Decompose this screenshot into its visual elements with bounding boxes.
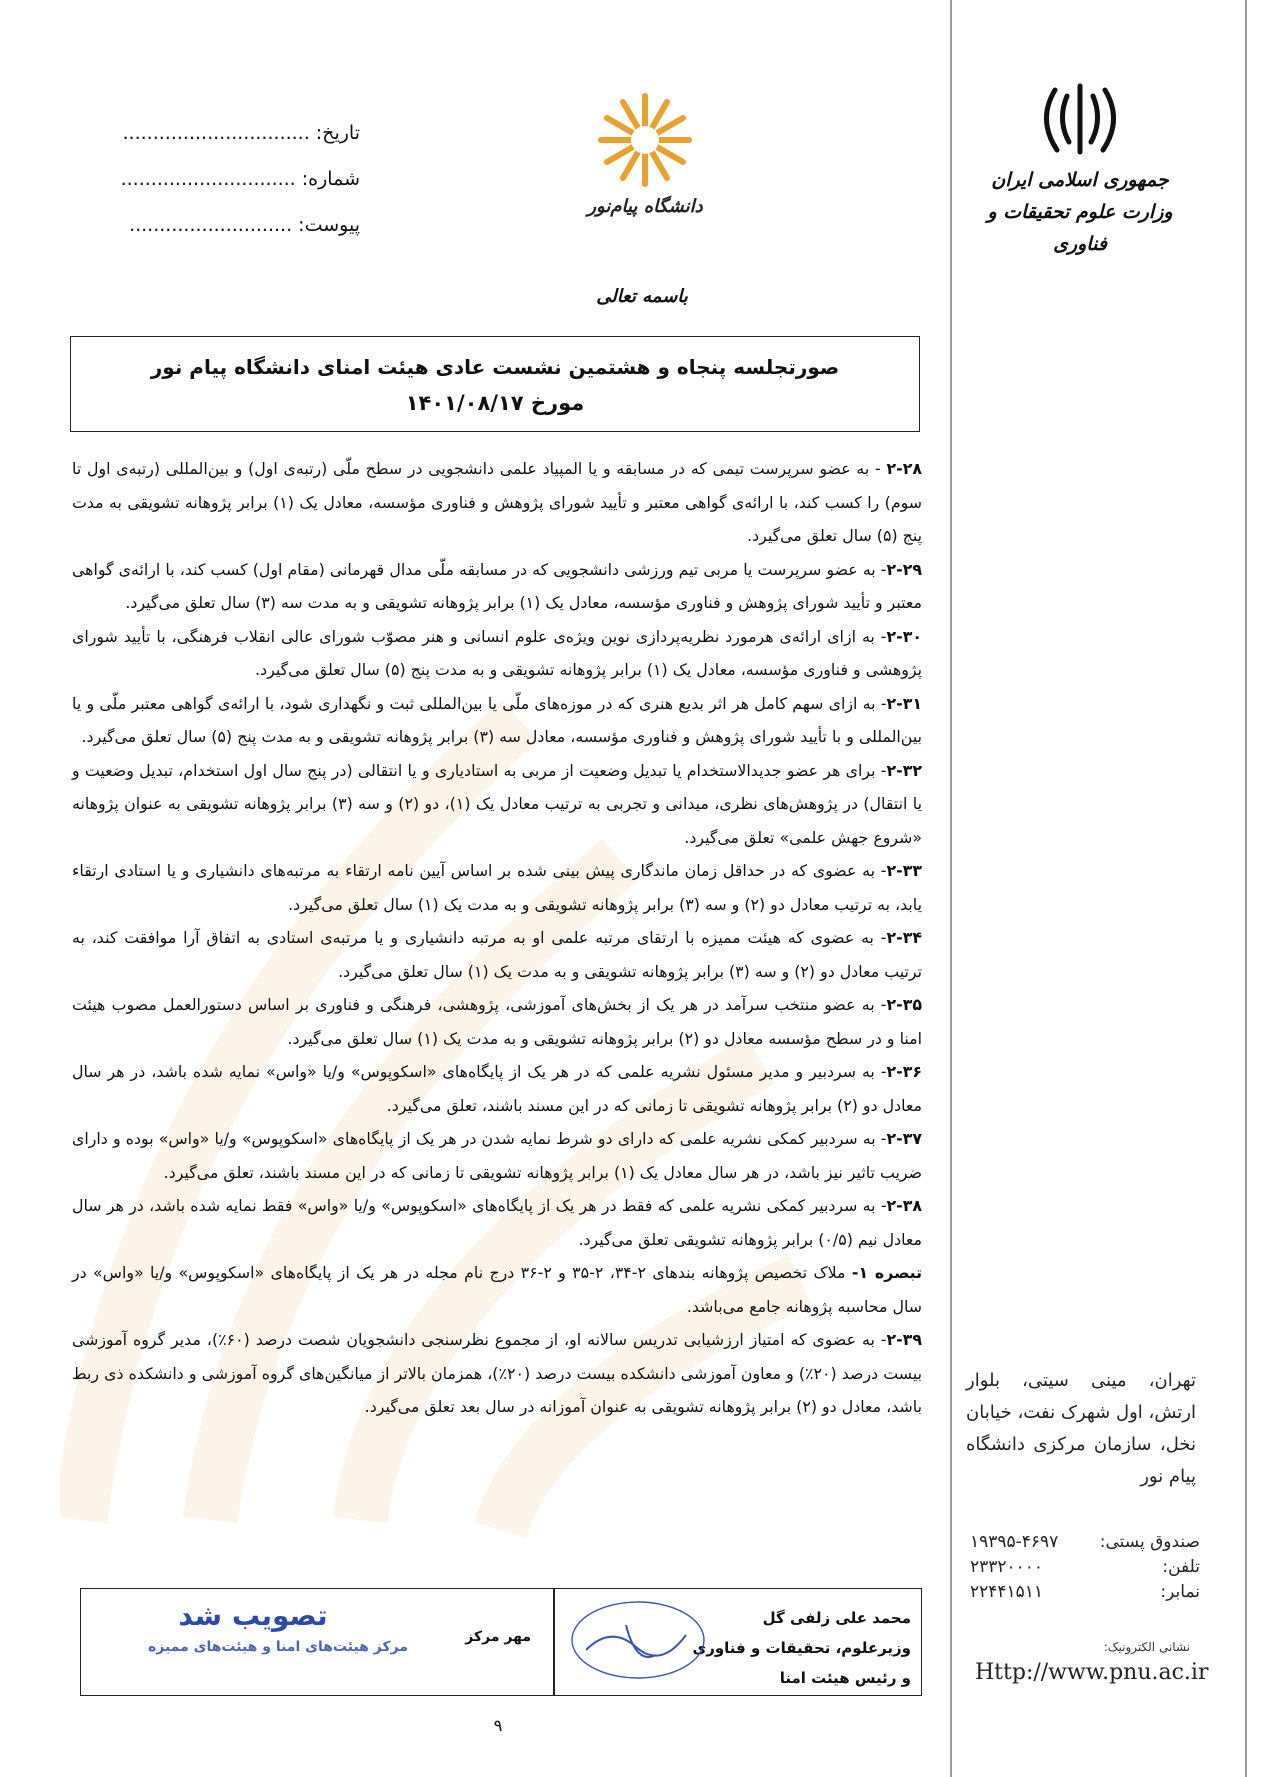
university-logo-block — [585, 90, 705, 217]
document-body — [72, 452, 922, 1424]
stamp-center-text: مرکز هیئت‌های امنا و هیئت‌های ممیزه — [148, 1639, 408, 1655]
phone-label: تلفن: — [1162, 1557, 1200, 1577]
clause-2-28: ۲-۲۸ - به عضو سرپرست تیمی که در مسابقه و یا المپیاد علمی دانشجویی در سطح ملّی (رتبه‌ی اول) و بین‌المللی (رتبه‌ی اول تا سوم) را کسب کند، با ارائه‌ی گواهی معتبر و تأیید شورای پژوهش و فناوری مؤسسه، معادل یک (۱) برابر پژوهانه تشویقی به مدت پنج (۵) سال تعلق می‌گیرد. — [72, 459, 922, 545]
postal-label: صندوق پستی: — [1099, 1532, 1200, 1552]
university-sun-logo-icon — [595, 90, 695, 190]
phone-value: ۲۳۳۲۰۰۰۰ — [970, 1557, 1044, 1577]
clause-2-30: ۲-۳۰- به ازای ارائه‌ی هرمورد نظریه‌پردازی نوین ویژه‌ی علوم انسانی و هنر مصوّب شورای عالی انقلاب فرهنگی، با تأیید شورای پژوهشی و فناوری مؤسسه، معادل یک (۱) برابر پژوهانه تشویقی و به مدت پنج (۵) سال تعلق می‌گیرد. — [72, 626, 922, 679]
phone-row — [970, 1555, 1200, 1580]
basmala: باسمه تعالی — [596, 286, 688, 307]
number-field: شماره: ............................. — [120, 168, 360, 190]
signature-box — [80, 1588, 922, 1696]
letter-meta — [120, 118, 360, 256]
clause-2-36: ۲-۳۶- به سردبیر و مدیر مسئول نشریه علمی که در هر یک از پایگاه‌های «اسکوپوس» و/یا «واس» نمایه شده باشد، در هر سال معادل دو (۲) برابر پژوهانه تشویقی تا زمانی که در این مسند باشند، تعلق می‌گیرد. — [72, 1062, 922, 1115]
clause-2-33: ۲-۳۳- به عضوی که در حداقل زمان ماندگاری پیش بینی شده بر اساس آیین نامه ارتقاء به مرتبه‌های دانشیاری و یا استادی ارتقاء یابد، به ترتیب معادل دو (۲) و سه (۳) برابر پژوهانه تشویقی و به مدت یک (۱) سال تعلق می‌گیرد. — [72, 861, 922, 914]
government-name: جمهوری اسلامی ایران — [991, 169, 1169, 191]
stamp-approved-text: تصویب شد — [178, 1599, 328, 1632]
minutes-title: صورتجلسه پنجاه و هشتمین نشست عادی هیئت امنای دانشگاه پیام نور — [150, 355, 840, 379]
clause-2-29: ۲-۲۹- به عضو سرپرست یا مربی تیم ورزشی دانشجویی که در مسابقه ملّی مدال قهرمانی (مقام اول) کسب کند، با ارائه‌ی گواهی معتبر و تأیید شورای پژوهش و فناوری مؤسسه، معادل یک (۱) برابر پژوهانه تشویقی و به مدت سه (۳) سال تعلق می‌گیرد. — [72, 559, 922, 612]
date-field: تاریخ: ............................... — [122, 122, 360, 144]
minutes-date: مورخ ۱۴۰۱/۰۸/۱۷ — [405, 391, 585, 415]
clause-2-34: ۲-۳۴- به عضوی که هیئت ممیزه با ارتقای مرتبه علمی او به مرتبه دانشیاری و یا مرتبه‌ی استادی به اتفاق آرا موافقت کند، به ترتیب معادل دو (۲) و سه (۳) برابر پژوهانه تشویقی و به مدت یک (۱) سال تعلق می‌گیرد. — [72, 928, 922, 981]
clause-2-31: ۲-۳۱- به ازای سهم کامل هر اثر بدیع هنری که در موزه‌های ملّی یا بین‌المللی ثبت و نگهداری شود، با ارائه‌ی گواهی معتبر ملّی و یا بین‌المللی و با تأیید شورای پژوهش و فناوری مؤسسه، معادل سه (۳) برابر پژوهانه تشویقی و به مدت پنج (۵) سال تعلق می‌گیرد. — [72, 693, 922, 746]
left-margin-line — [1245, 0, 1247, 1777]
signer-role: وزیرعلوم، تحقیقات و فناوری — [692, 1639, 911, 1657]
signer-name: محمد علی زلفی گل — [762, 1609, 911, 1627]
note-1: تبصره ۱- ملاک تخصیص پژوهانه بندهای ۲-۳۴، ۲-۳۵ و ۲-۳۶ درج نام مجله در هر یک از پایگاه‌های «اسکوپوس» و/یا «واس» در سال محاسبه پژوهانه جامع می‌باشد. — [72, 1263, 923, 1316]
postal-row — [970, 1530, 1200, 1555]
fax-value: ۲۲۴۴۱۵۱۱ — [970, 1582, 1044, 1602]
signer-role-2: و رئیس هیئت امنا — [779, 1669, 911, 1687]
clause-2-38: ۲-۳۸- به سردبیر کمکی نشریه علمی که فقط در هر یک از پایگاه‌های «اسکوپوس» و/یا «واس» فقط نمایه شده باشد، در هر سال معادل نیم (۰/۵) برابر پژوهانه تشویقی تعلق می‌گیرد. — [72, 1196, 922, 1249]
signature-divider — [553, 1589, 555, 1695]
signer-block — [681, 1603, 911, 1693]
government-header — [960, 80, 1200, 260]
clause-2-35: ۲-۳۵- به عضو منتخب سرآمد در هر یک از بخش‌های آموزشی، پژوهشی، فرهنگی و فناوری بر اساس دستورالعمل مصوب هیئت امنا و در سطح مؤسسه معادل دو (۲) برابر پژوهانه تشویقی و به مدت یک (۱) سال تعلق می‌گیرد. — [72, 995, 922, 1048]
contact-info — [970, 1530, 1200, 1605]
clause-2-39: ۲-۳۹- به عضوی که امتیاز ارزشیابی تدریس سالانه او، از مجموع نظرسنجی دانشجویان شصت درصد (۶۰٪)، مدیر گروه آموزشی بیست درصد (۲۰٪) و معاون آموزشی دانشکده بیست درصد (۲۰٪)، همزمان بالاتر از میانگین‌های گروه آموزشی و دانشکده ذی ربط باشد، معادل دو (۲) برابر پژوهانه تشویقی به عنوان آموزانه در سال بعد تعلق می‌گیرد. — [72, 1330, 922, 1416]
address-block: تهران، مینی سیتی، بلوار ارتش، اول شهرک نفت، خیابان نخل، سازمان مرکزی دانشگاه پیام نور — [966, 1370, 1196, 1487]
page-number: ۹ — [493, 1716, 503, 1735]
handwritten-signature — [566, 1595, 706, 1685]
email-label: نشانی الکترونیک: — [1103, 1640, 1190, 1654]
fax-row — [970, 1580, 1200, 1605]
university-name: دانشگاه پیام‌نور — [587, 196, 703, 217]
ministry-name: وزارت علوم تحقیقات و فناوری — [987, 201, 1173, 255]
attachment-field: پیوست: ........................... — [129, 214, 360, 236]
approval-stamp — [133, 1599, 453, 1685]
minutes-title-box — [70, 336, 920, 432]
clause-2-32: ۲-۳۲- برای هر عضو جدیدالاستخدام یا تبدیل وضعیت از مربی به استادیاری و یا انتقالی (در پنج سال اول استخدام، تبدیل وضعیت و یا انتقال) در پژوهش‌های نظری، میدانی و تجربی به ترتیب معادل یک (۱)، دو (۲) و سه (۳) برابر پژوهانه تشویقی به عنوان پژوهانه «شروع جهش علمی» تعلق می‌گیرد. — [72, 760, 922, 847]
website-link[interactable]: Http://www.pnu.ac.ir — [975, 1660, 1209, 1685]
iran-emblem-icon — [1035, 80, 1125, 160]
fax-label: نمابر: — [1160, 1582, 1200, 1602]
postal-value: ۱۹۳۹۵-۴۶۹۷ — [970, 1532, 1059, 1552]
sidebar-divider-line — [950, 0, 952, 1777]
clause-2-37: ۲-۳۷- به سردبیر کمکی نشریه علمی که دارای دو شرط نمایه شدن در هر یک از پایگاه‌های «اسکوپوس» و/یا «واس» بوده و دارای ضریب تاثیر نیز باشد، در هر سال معادل یک (۱) برابر پژوهانه تشویقی تا زمانی که در این مسند باشند، تعلق می‌گیرد. — [72, 1129, 922, 1182]
seal-label: مهر مرکز — [465, 1629, 531, 1645]
